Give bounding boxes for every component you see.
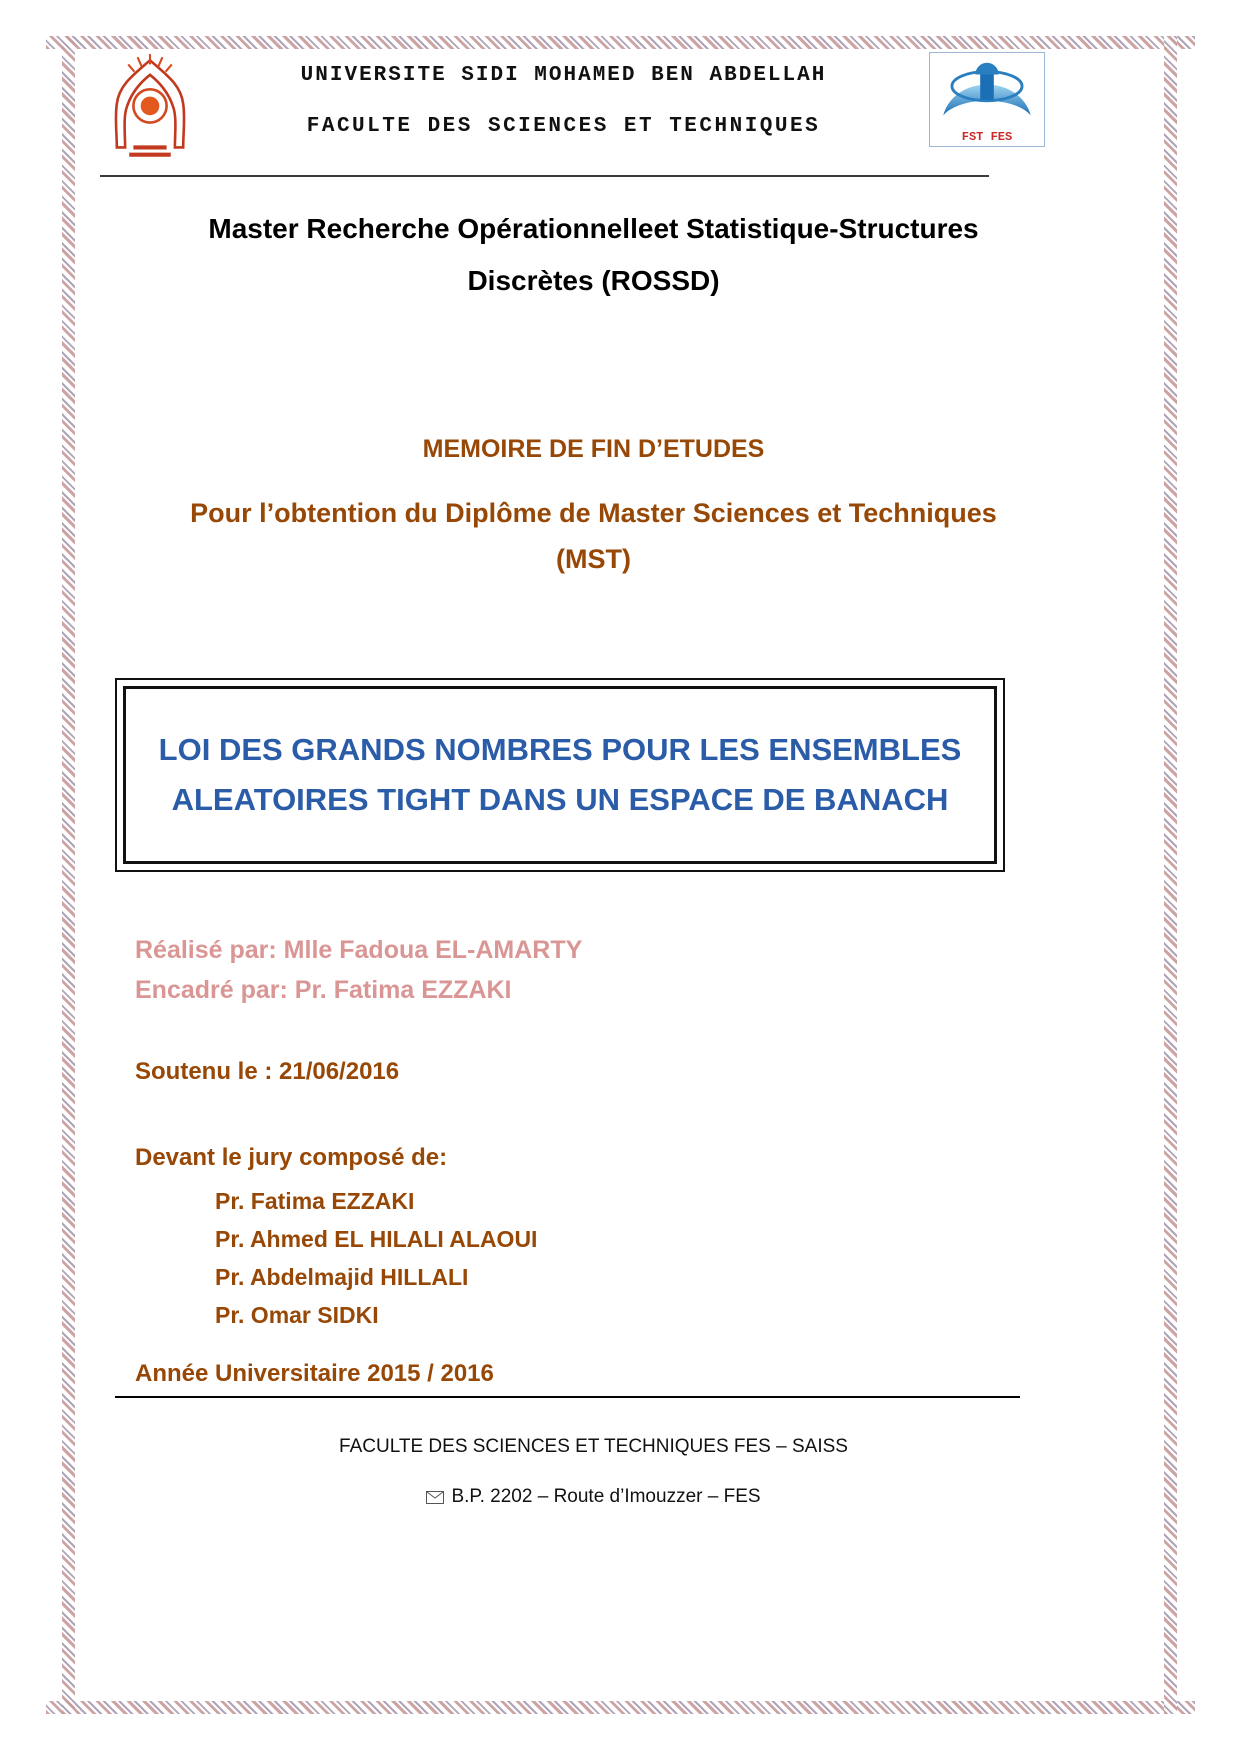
mail-icon <box>426 1491 444 1504</box>
jury-member: Pr. Omar SIDKI <box>215 1302 379 1328</box>
thesis-title-box <box>115 678 1005 872</box>
defense-date-line: Soutenu le : 21/06/2016 <box>135 1058 400 1085</box>
page-border-left <box>62 36 75 1714</box>
jury-list <box>215 1182 1099 1334</box>
university-seal-logo <box>102 52 198 169</box>
footer-address-line <box>88 1486 1099 1508</box>
memoire-subtitle <box>88 490 1099 582</box>
memoire-subtitle-line2: (MST) <box>556 544 631 574</box>
credits <box>135 930 1099 1010</box>
thesis-title: LOI DES GRANDS NOMBRES POUR LES ENSEMBLES ALEATOIRES TIGHT DANS UN ESPACE DE BANACH <box>158 732 962 817</box>
header <box>88 52 1099 169</box>
encadre-par-line: Encadré par: Pr. Fatima EZZAKI <box>135 976 512 1004</box>
page-border-top <box>46 36 1195 49</box>
jury-member: Pr. Abdelmajid HILLALI <box>215 1264 469 1290</box>
jury-member: Pr. Fatima EZZAKI <box>215 1188 415 1214</box>
fst-fes-logo <box>929 52 1045 147</box>
thesis-title-box-inner <box>123 686 997 864</box>
program-title <box>88 203 1099 307</box>
faculty-name: FACULTE DES SCIENCES ET TECHNIQUES <box>306 115 821 138</box>
jury-member: Pr. Ahmed EL HILALI ALAOUI <box>215 1226 538 1252</box>
header-divider <box>100 175 989 177</box>
memoire-subtitle-line1: Pour l’obtention du Diplôme de Master Sciences et Techniques <box>190 498 997 528</box>
footer-divider <box>115 1396 1020 1398</box>
fst-fes-logo-icon <box>935 55 1039 127</box>
jury-heading: Devant le jury composé de: <box>135 1144 448 1171</box>
fst-logo-caption: FST FES <box>961 130 1013 144</box>
realise-par-line: Réalisé par: Mlle Fadoua EL-AMARTY <box>135 936 583 964</box>
footer-faculty-line: FACULTE DES SCIENCES ET TECHNIQUES FES – SAISS <box>339 1436 848 1457</box>
footer-address-text: B.P. 2202 – Route d’Imouzzer – FES <box>451 1486 761 1507</box>
page-content <box>88 52 1099 1508</box>
academic-year-line: Année Universitaire 2015 / 2016 <box>135 1360 494 1387</box>
memoire-heading: MEMOIRE DE FIN D’ETUDES <box>422 435 765 463</box>
page-border-bottom <box>46 1701 1195 1714</box>
page-border-right <box>1164 36 1177 1714</box>
header-text <box>198 52 929 138</box>
program-title-line1: Master Recherche Opérationnelleet Statistique-Structures <box>208 213 979 244</box>
university-seal-icon <box>102 52 198 164</box>
program-title-line2: Discrètes (ROSSD) <box>467 265 720 296</box>
university-name: UNIVERSITE SIDI MOHAMED BEN ABDELLAH <box>300 64 827 87</box>
